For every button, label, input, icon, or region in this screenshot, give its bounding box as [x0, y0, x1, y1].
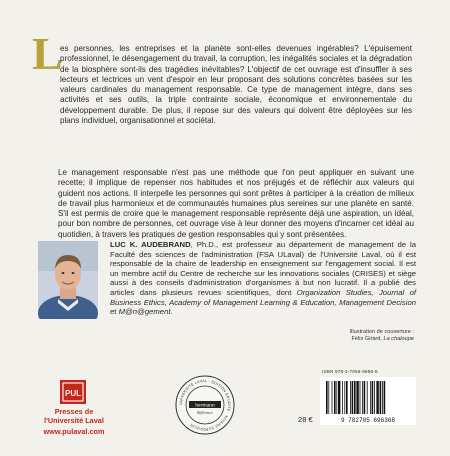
publisher-url[interactable]: www.pulaval.com: [43, 427, 105, 436]
publisher-name: Presses de l'Université Laval: [44, 407, 104, 425]
barcode-icon: [320, 377, 416, 425]
author-bio: [110, 240, 416, 317]
author-portrait-icon: [38, 241, 98, 319]
cover-illustration-credit: [274, 329, 414, 344]
barcode-digits: 9 782705 696368: [340, 417, 396, 424]
seal-sub: Référence: [197, 410, 213, 415]
seal-brand: hermann: [195, 402, 215, 409]
description-paragraph-1: es personnes, les entreprises et la planète sont-elles devenues ingérables? L'épuisement professionnel, le désengagement du travail, la corruption, les inégalités sociales et la dégradation de la biosphère sont-ils des tragédies inévitables? L'objectif de cet ouvrage est d'insuffler à ses lecteurs et lectrices un vent d'espoir en leur proposant des solutions concrètes basées sur les valeurs cardinales du management responsable. Ce type de management intègre, dans ses activités et ses outils, la triple contrainte sociale, économique et environnementale du développement durable. De plus, il repose sur des valeurs qui doivent être déployées sur les plans individuel, organisationnel et sociétal.: [60, 44, 412, 126]
credit-line-2: Félix Girard, La chaloupe: [351, 336, 414, 343]
author-name: LUC K. AUDEBRAND: [110, 240, 191, 249]
author-bio-end: .: [170, 307, 173, 317]
author-journals: Organization Studies, Journal of Business Ethics, Academy of Management Learning & Education, Management Decision: [110, 287, 417, 307]
author-bio-text: , Ph.D., est professeur au département de management de la Faculté des sciences de l'administration (FSA ULaval) de l'Université Laval, où il est responsable de la chaire de leadership en enseignement sur l'engagement social. Il est un membre actif du Centre de recherche sur les innovations sociales (CRISES) et siège aussi à des conseils d'administration d'organismes à but non lucratif. Il a publié des articles dans plusieurs revues scientifiques, dont: [110, 240, 416, 297]
seal-ring-text: UNIVERSITÉ LAVAL · ÉDITION ÉRUDITE · NIVEAU SUPÉRIEUR: [178, 378, 232, 432]
author-bio-and: et: [110, 307, 119, 317]
credit-line-1: Illustration de couverture :: [349, 329, 414, 335]
publisher-logo-text: PUL: [65, 389, 81, 398]
hermann-reference-seal-icon: [174, 374, 236, 436]
isbn-label: ISBN 978-2-7058-9696-8: [322, 369, 378, 374]
price: 28 €: [298, 415, 313, 424]
description-paragraph-2: Le management responsable n'est pas une méthode que l'on peut appliquer en suivant une recette; il implique de repenser nos habitudes et nos préjugés et de réfléchir aux valeurs qui guident nos actions. Il interpelle les personnes qui sont prêtes à participer à la création de milieux de travail plus harmonieux et de communautés humaines plus sereines sur une planète en santé. S'il est permis de croire que le management responsable représente déjà une aspiration, un idéal, pour bon nombre de personnes, cet ouvrage vise à leur donner des moyens d'incarner cet idéal au quotidien, à travers les pratiques de gestion responsables qui y sont présentées.: [58, 168, 414, 239]
drop-cap-initial: L: [32, 28, 63, 79]
author-journal-last: M@n@gement: [118, 307, 171, 317]
author-photo: [38, 241, 98, 319]
publisher-logo-icon: [60, 380, 86, 404]
